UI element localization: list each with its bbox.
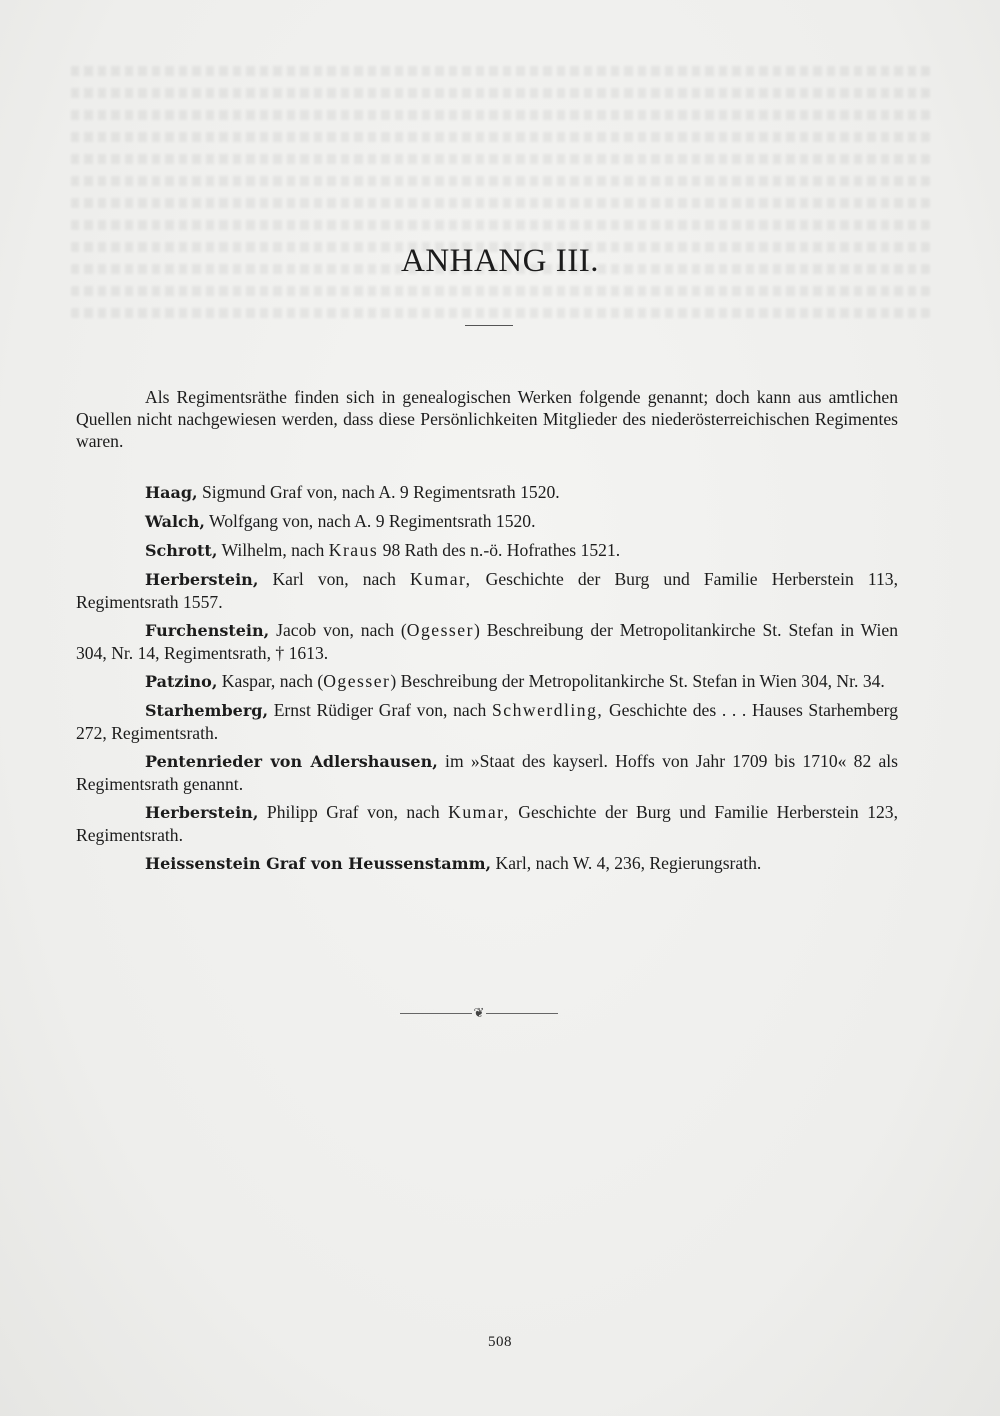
entry-starhemberg [76,699,898,744]
entry-source: Schwerdling, [491,700,604,720]
entry-text: Philipp Graf von, nach [258,802,449,822]
entry-text-tail: Geschichte der Burg und Familie Herberstein 123, Regimentsrath. [76,802,898,845]
entry-text: Wolfgang von, nach A. 9 Regimentsrath 1520. [204,511,536,531]
entry-text: im »Staat des kayserl. Hoffs von Jahr 1709 bis 1710« 82 als Regimentsrath genannt. [76,751,899,794]
bleed-through-text [70,60,930,360]
ornament-flourish-icon: ❦ [473,1005,485,1020]
entry-pentenrieder [76,750,898,795]
entry-text: Sigmund Graf von, nach A. 9 Regimentsrath 1520. [197,482,560,502]
heading-rule [465,325,513,326]
entry-source: Kraus [328,540,379,560]
entry-source: Kumar, [410,569,472,589]
entry-furchenstein [76,619,898,664]
entry-name: Haag, [145,483,198,502]
ornament-line-right [486,1013,558,1014]
entry-name: Heissenstein Graf von Heussenstamm, [145,854,492,873]
entry-text: Jacob von, nach ( [269,620,407,640]
entry-source: Kumar, [448,802,510,822]
intro-paragraph: Als Regimentsräthe finden sich in genealogischen Werken folgende genannt; doch kann aus amtlichen Quellen nicht nachgewiesen werden, dass diese Persönlichkeiten Mitglieder des niederösterreichischen Regimentes waren. [76,387,898,451]
entry-text-tail: Geschichte des . . . Hauses Starhemberg 272, Regimentsrath. [76,700,899,743]
section-end-ornament [400,1006,558,1020]
appendix-heading: ANHANG III. [401,243,599,279]
page-number: 508 [488,1334,512,1350]
entry-herberstein-philipp [76,801,898,846]
ornament-line-left [400,1013,472,1014]
entry-name: Pentenrieder von Adlershausen, [145,752,438,771]
entry-patzino [76,670,898,693]
entry-text: Karl von, nach [258,569,410,589]
entry-text: Ernst Rüdiger Graf von, nach [268,700,492,720]
entry-name: Patzino, [145,672,218,691]
entry-name: Schrott, [145,541,218,560]
entry-text: Karl, nach W. 4, 236, Regierungsrath. [491,853,762,873]
entry-source: Ogesser [406,620,474,640]
entry-haag [76,481,898,504]
entry-name: Herberstein, [145,803,259,822]
entry-herberstein-karl [76,568,898,613]
entry-text: Kaspar, nach ( [217,671,324,691]
entry-name: Herberstein, [145,570,259,589]
entry-name: Furchenstein, [145,621,270,640]
entry-text-tail: 98 Rath des n.-ö. Hofrathes 1521. [378,540,621,560]
entry-walch [76,510,898,533]
entry-text-tail: Geschichte der Burg und Familie Herberstein 113, Regimentsrath 1557. [76,569,898,612]
entry-text: Wilhelm, nach [217,540,329,560]
entry-source: Ogesser [323,671,391,691]
entry-list [76,481,898,881]
entry-text-tail: ) Beschreibung der Metropolitankirche St. Stefan in Wien 304, Nr. 14, Regimentsrath, † 1613. [76,620,899,663]
entry-heissenstein [76,852,898,875]
entry-name: Walch, [145,512,205,531]
entry-text-tail: ) Beschreibung der Metropolitankirche St. Stefan in Wien 304, Nr. 34. [390,671,885,691]
entry-schrott [76,539,898,562]
entry-name: Starhemberg, [145,701,269,720]
